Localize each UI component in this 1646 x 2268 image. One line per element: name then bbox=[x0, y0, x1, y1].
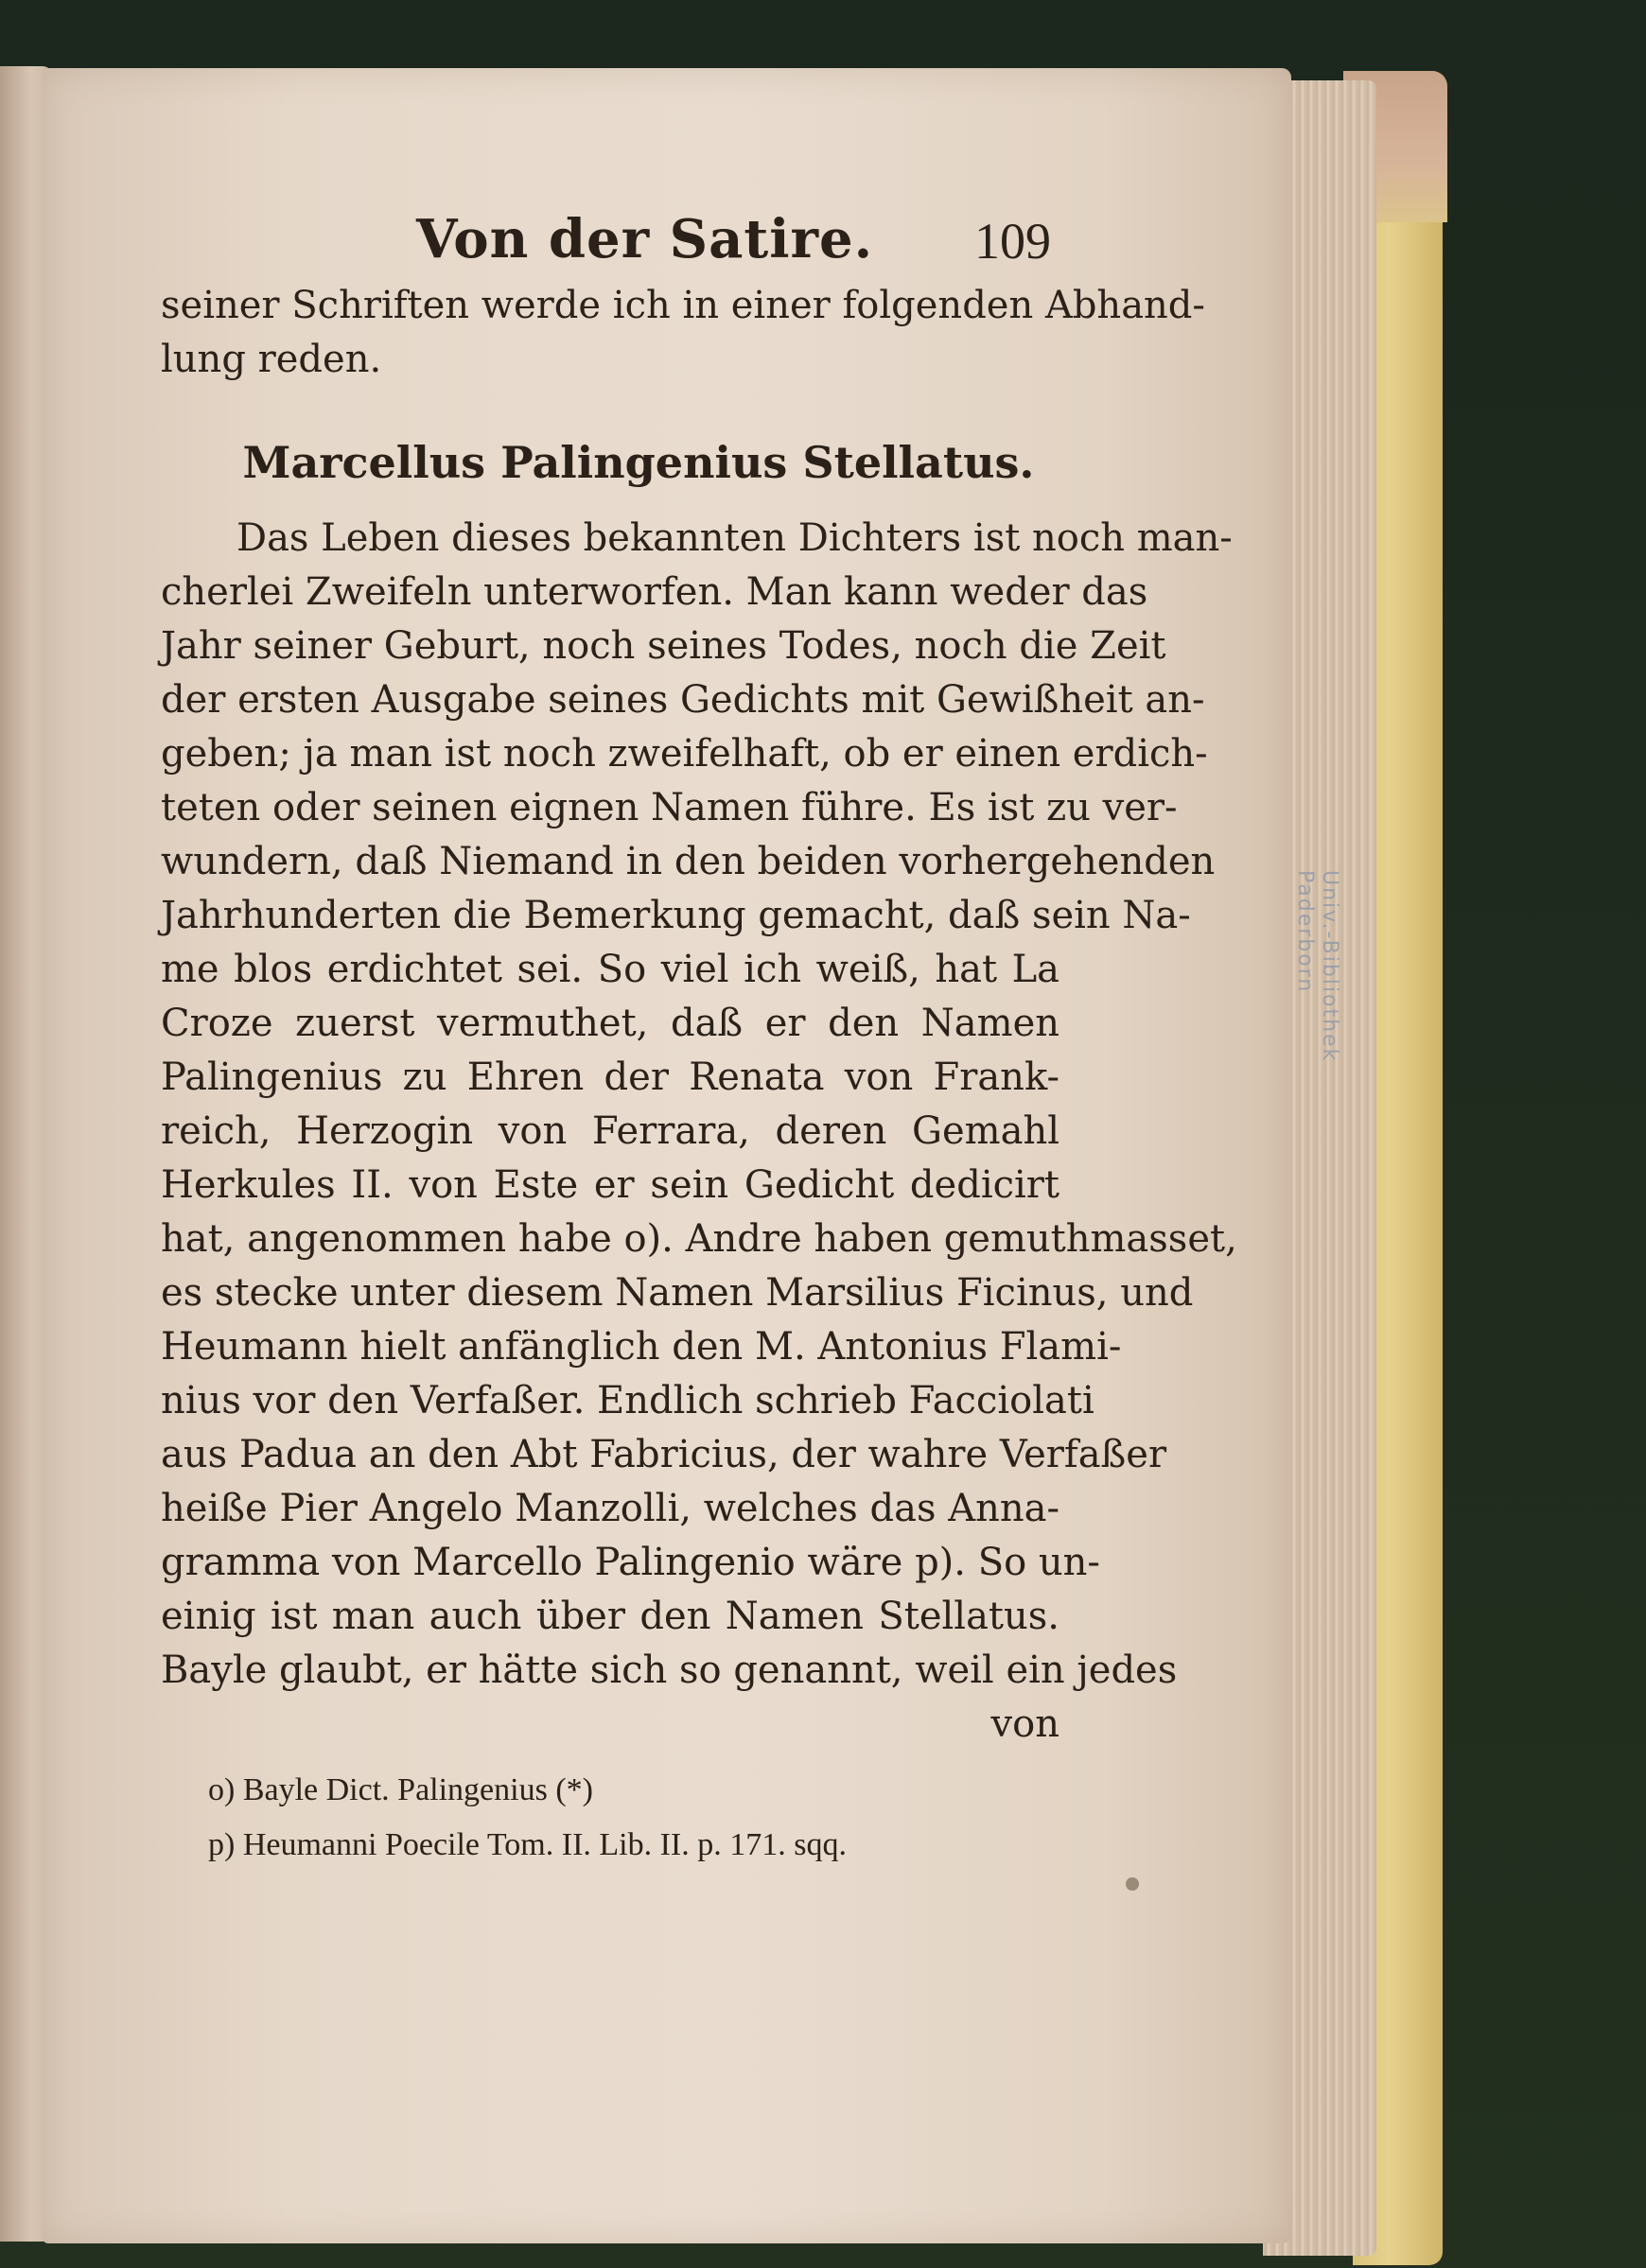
text-line: Croze zuerst vermuthet, daß er den Namen bbox=[161, 1002, 1059, 1045]
text-line: Bayle glaubt, er hätte sich so genannt, weil ein jedes bbox=[161, 1649, 1178, 1692]
text-line: der ersten Ausgabe seines Gedichts mit Gewißheit an- bbox=[161, 678, 1205, 722]
text-line: aus Padua an den Abt Fabricius, der wahre Verfaßer bbox=[161, 1433, 1167, 1476]
text-line: Jahr seiner Geburt, noch seines Todes, noch die Zeit bbox=[161, 624, 1166, 668]
text-line: lung reden. bbox=[161, 338, 382, 381]
text-line: reich, Herzogin von Ferrara, deren Gemahl bbox=[161, 1109, 1059, 1153]
text-line: Heumann hielt anfänglich den M. Antonius Flami- bbox=[161, 1325, 1122, 1369]
catchword: von bbox=[990, 1702, 1059, 1746]
footnote: o) Bayle Dict. Palingenius (*) bbox=[208, 1772, 593, 1807]
text-line: heiße Pier Angelo Manzolli, welches das Anna- bbox=[161, 1487, 1059, 1530]
text-line: hat, angenommen habe o). Andre haben gemuthmasset, bbox=[161, 1217, 1237, 1261]
footnote: p) Heumanni Poecile Tom. II. Lib. II. p. 171. sqq. bbox=[208, 1827, 847, 1862]
text-line: Herkules II. von Este er sein Gedicht dedicirt bbox=[161, 1163, 1059, 1207]
text-line: wundern, daß Niemand in den beiden vorhergehenden bbox=[161, 840, 1216, 883]
library-stamp bbox=[1285, 870, 1341, 1173]
page-text bbox=[161, 189, 1237, 1873]
stamp-line-2: Paderborn bbox=[1293, 870, 1317, 994]
text-line: Das Leben dieses bekannten Dichters ist noch man- bbox=[236, 516, 1233, 560]
text-line: gramma von Marcello Palingenio wäre p). So un- bbox=[161, 1541, 1100, 1584]
text-line: me blos erdichtet sei. So viel ich weiß, hat La bbox=[161, 948, 1059, 991]
text-line: Jahrhunderten die Bemerkung gemacht, daß sein Na- bbox=[161, 894, 1191, 937]
running-head bbox=[161, 189, 1059, 279]
text-line: cherlei Zweifeln unterworfen. Man kann weder das bbox=[161, 570, 1148, 614]
text-line: seiner Schriften werde ich in einer folgenden Abhand- bbox=[161, 284, 1205, 327]
stamp-line-1: Univ.-Bibliothek bbox=[1318, 870, 1341, 1063]
section-title: Marcellus Palingenius Stellatus. bbox=[242, 437, 1035, 488]
running-title: Von der Satire. bbox=[416, 208, 874, 270]
footnotes bbox=[161, 1763, 1059, 1873]
text-line: es stecke unter diesem Namen Marsilius Ficinus, und bbox=[161, 1271, 1194, 1315]
text-line: nius vor den Verfaßer. Endlich schrieb Facciolati bbox=[161, 1379, 1094, 1422]
text-line: einig ist man auch über den Namen Stellatus. bbox=[161, 1595, 1059, 1638]
text-line: Palingenius zu Ehren der Renata von Frank- bbox=[161, 1055, 1059, 1099]
ink-smudge bbox=[1126, 1877, 1139, 1891]
page-number: 109 bbox=[974, 213, 1051, 270]
text-line: geben; ja man ist noch zweifelhaft, ob er einen erdich- bbox=[161, 732, 1208, 776]
text-line: teten oder seinen eignen Namen führe. Es ist zu ver- bbox=[161, 786, 1178, 829]
